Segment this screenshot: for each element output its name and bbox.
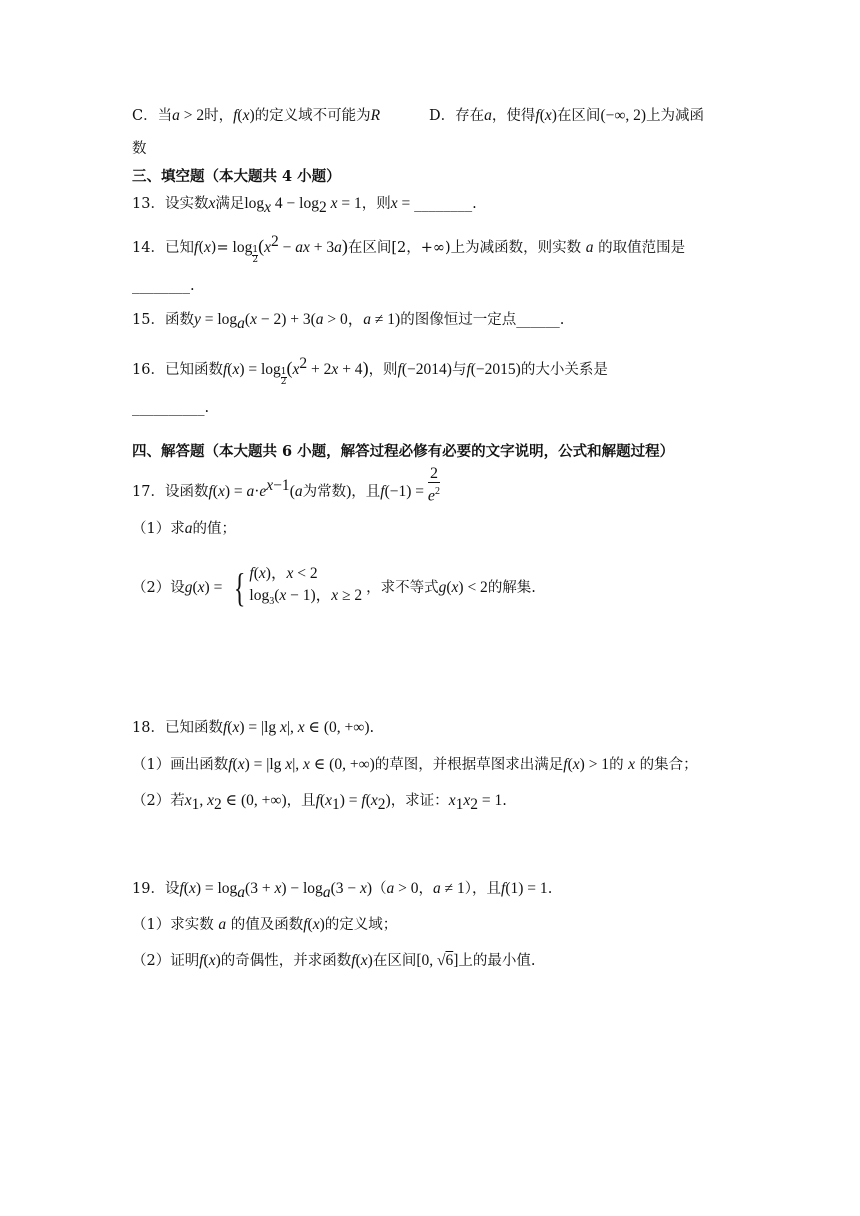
question-18-part-1: （1）画出函数f(x) = |lg x|, x ∈ (0, +∞)的草图，并根据草图求出满足f(x) > 1的 x 的集合；	[132, 756, 698, 773]
option-d: D．存在a，使得f(x)在区间(−∞, 2)上为减函	[429, 107, 705, 124]
question-19-part-1: （1）求实数 a 的值及函数f(x)的定义域；	[132, 916, 398, 933]
option-d-cont: 数	[132, 141, 147, 157]
question-17: 17．设函数$f(x) = a\cdot e^{x-1}(a$为常数)，且f(−1) = $\frac{2}{e^2}$	[132, 465, 441, 505]
section-4-heading: 四、解答题（本大题共 6 小题，解答过程必修有必要的文字说明，公式和解题过程）	[132, 443, 675, 460]
section-3-heading: 三、填空题（本大题共 4 小题）	[132, 168, 341, 185]
question-14-blank: ________.	[132, 278, 195, 294]
question-16: 16．已知函数f(x) = log $\frac{1}{2}$ $(x^2 + 2x + 4)$，则f(−2014)与f(−2015)的大小关系是	[132, 355, 608, 387]
question-19: 19．设$f(x) = \log_a(3 + x) - \log_a(3 - x)(a > 0$，a ≠ 1），且f(1) = 1.	[132, 880, 553, 901]
question-18: 18．已知函数f(x) = |lg x|, x ∈ (0, +∞).	[132, 719, 375, 736]
question-13: 13．设实数x满足$\log_x 4 - \log_2 x = 1$，则x = ________.	[132, 195, 477, 216]
question-14: 14．已知f(x)= log $\frac{1}{2}$ ($x^2$ − ax + 3a)在区间[2，+∞)上为减函数，则实数 a 的取值范围是	[132, 233, 686, 265]
question-17-part-2: （2）设g(x) = { f(x)，x < 2 $\log_3(x - 1)$，x ≥ 2 ，求不等式g(x) < 2的解集.	[132, 565, 536, 611]
option-c: C．当a > 2时，f(x)的定义域不可能为R	[132, 107, 381, 124]
question-18-part-2: （2）若$x_1$, $x_2$ ∈ (0, +∞)，且$f(x_1) = f(x_2)$，求证：$x_1x_2 = 1$.	[132, 792, 507, 813]
question-19-part-2: （2）证明f(x)的奇偶性，并求函数f(x)在区间[0, √6]上的最小值.	[132, 952, 536, 969]
question-15: 15．函数$y = \log_a(x - 2) + 3(a > 0$，a ≠ 1)的图像恒过一定点______.	[132, 311, 565, 332]
question-17-part-1: （1）求a的值；	[132, 520, 236, 537]
question-16-blank: __________.	[132, 400, 210, 416]
